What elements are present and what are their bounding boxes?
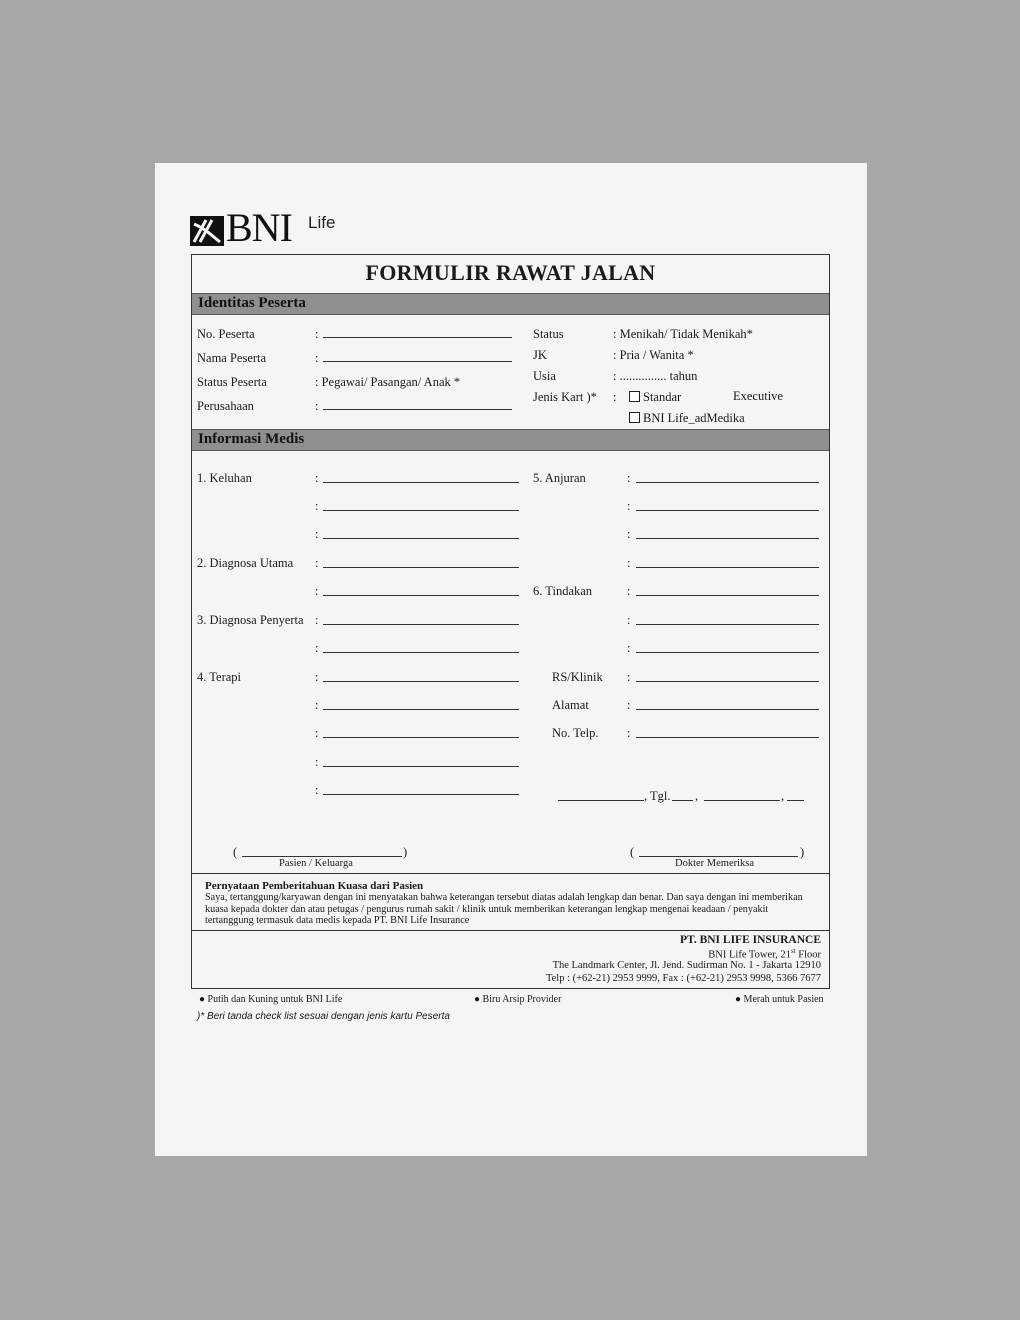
- no-telp-field[interactable]: [636, 737, 819, 738]
- keluhan-line-1[interactable]: [323, 482, 519, 483]
- logo-text: BNI: [226, 205, 292, 250]
- terapi-line-1[interactable]: [323, 681, 519, 682]
- diagnosa-penyerta-line-2[interactable]: [323, 652, 519, 653]
- colon: :: [315, 755, 319, 769]
- colon: :: [315, 351, 319, 365]
- label-pasien-keluarga: Pasien / Keluarga: [279, 858, 353, 869]
- statement-body: Saya, tertanggung/karyawan dengan ini menyatakan bahwa keterangan tersebut diatas adalah lengkap dan benar. Dan saya dengan ini memberikan kuasa kepada dokter dan atau petugas / pengurus rumah sakit / klinik untuk memberikan keterangan lengkap mengenai keadaan / penyakit tertanggung termasuk data medis kepada PT. BNI Life Insurance: [205, 892, 803, 926]
- anjuran-line-1[interactable]: [636, 482, 819, 483]
- dokter-signature-line[interactable]: [639, 856, 798, 857]
- copy-text: Putih dan Kuning untuk BNI Life: [207, 994, 343, 1005]
- bullet-icon: ●: [735, 994, 742, 1005]
- tower-floor: Floor: [795, 949, 821, 961]
- company-phone: Telp : (+62-21) 2953 9999, Fax : (+62-21) 2953 9998, 5366 7677: [545, 973, 821, 984]
- label-dokter-memeriksa: Dokter Memeriksa: [675, 858, 755, 869]
- colon: :: [315, 613, 319, 627]
- colon: :: [613, 390, 617, 404]
- tindakan-line-3[interactable]: [636, 652, 819, 653]
- label-nama-peserta: Nama Peserta: [197, 351, 267, 365]
- colon: :: [315, 327, 319, 341]
- section-medis-header: [192, 429, 829, 451]
- colon: :: [315, 527, 319, 541]
- label-no-telp: No. Telp.: [552, 726, 599, 740]
- bni-logo-mark-icon: [190, 216, 224, 246]
- label-alamat: Alamat: [552, 698, 589, 712]
- colon: :: [627, 556, 631, 570]
- jk-options[interactable]: : Pria / Wanita *: [613, 348, 694, 362]
- footnote-checklist: [197, 1011, 450, 1022]
- diagnosa-utama-line-1[interactable]: [323, 567, 519, 568]
- checkbox-icon[interactable]: [629, 391, 640, 402]
- section-title: Informasi Medis: [198, 431, 305, 447]
- label-usia: Usia: [533, 369, 556, 383]
- label-tindakan: 6. Tindakan: [533, 584, 593, 598]
- colon: :: [315, 584, 319, 598]
- colon: :: [315, 670, 319, 684]
- terapi-line-5[interactable]: [323, 794, 519, 795]
- bullet-icon: ●: [474, 994, 481, 1005]
- date-separator: ,: [781, 789, 785, 803]
- nama-peserta-field[interactable]: [323, 361, 512, 362]
- anjuran-line-4[interactable]: [636, 567, 819, 568]
- label-diagnosa-penyerta: 3. Diagnosa Penyerta: [197, 613, 304, 627]
- anjuran-line-2[interactable]: [636, 510, 819, 511]
- pasien-signature-line[interactable]: [242, 856, 402, 857]
- date-day-field[interactable]: [672, 800, 693, 801]
- colon: :: [627, 584, 631, 598]
- footnote-text: )* Beri tanda check list sesuai dengan jenis kartu Peserta: [197, 1011, 450, 1022]
- label-perusahaan: Perusahaan: [197, 399, 254, 413]
- tower-sup: st: [790, 947, 796, 955]
- no-peserta-field[interactable]: [323, 337, 512, 338]
- terapi-line-3[interactable]: [323, 737, 519, 738]
- label-diagnosa-utama: 2. Diagnosa Utama: [197, 556, 294, 570]
- colon: :: [315, 499, 319, 513]
- date-month-field[interactable]: [704, 800, 780, 801]
- date-separator: ,: [695, 789, 699, 803]
- status-options[interactable]: : Menikah/ Tidak Menikah*: [613, 327, 753, 341]
- tower-text: BNI Life Tower, 21: [708, 949, 791, 961]
- paren-close: ): [403, 845, 408, 859]
- checkbox-standar[interactable]: [629, 390, 681, 405]
- label-status-peserta: Status Peserta: [197, 375, 267, 389]
- label-jk: JK: [533, 348, 547, 362]
- status-peserta-options[interactable]: : Pegawai/ Pasangan/ Anak *: [315, 375, 461, 389]
- place-field[interactable]: [558, 800, 644, 801]
- paren-close: ): [800, 845, 805, 859]
- colon: :: [627, 527, 631, 541]
- terapi-line-4[interactable]: [323, 766, 519, 767]
- colon: :: [315, 556, 319, 570]
- label-rs-klinik: RS/Klinik: [552, 670, 603, 684]
- checkbox-admedika[interactable]: [629, 411, 745, 426]
- paren-open: (: [630, 845, 635, 859]
- copy-biru: [474, 994, 561, 1005]
- company-tower: [708, 947, 821, 961]
- colon: :: [315, 471, 319, 485]
- date-year-field[interactable]: [787, 800, 804, 801]
- copy-text: Biru Arsip Provider: [482, 994, 562, 1005]
- keluhan-line-2[interactable]: [323, 510, 519, 511]
- colon: :: [315, 399, 319, 413]
- statement-title: Pernyataan Pemberitahuan Kuasa dari Pasien: [205, 880, 424, 892]
- perusahaan-field[interactable]: [323, 409, 512, 410]
- colon: :: [627, 471, 631, 485]
- label-no-peserta: No. Peserta: [197, 327, 255, 341]
- colon: :: [315, 726, 319, 740]
- section-identitas-header: [192, 293, 829, 315]
- label-anjuran: 5. Anjuran: [533, 471, 586, 485]
- divider: [192, 930, 829, 931]
- anjuran-line-3[interactable]: [636, 538, 819, 539]
- form-title: FORMULIR RAWAT JALAN: [365, 260, 656, 285]
- copy-merah: [735, 994, 824, 1005]
- section-title: Identitas Peserta: [198, 295, 306, 311]
- colon: :: [627, 726, 631, 740]
- label-jenis-kartu: Jenis Kart )*: [533, 390, 597, 404]
- company-name: PT. BNI LIFE INSURANCE: [679, 934, 821, 946]
- colon: :: [627, 670, 631, 684]
- colon: :: [627, 499, 631, 513]
- label-keluhan: 1. Keluhan: [197, 471, 252, 485]
- divider: [192, 873, 829, 874]
- copy-text: Merah untuk Pasien: [743, 994, 824, 1005]
- copy-putih-kuning: [199, 994, 342, 1005]
- colon: :: [627, 698, 631, 712]
- colon: :: [315, 641, 319, 655]
- tindakan-line-2[interactable]: [636, 624, 819, 625]
- option-executive: Executive: [733, 389, 783, 403]
- standar-label: Standar: [643, 390, 682, 404]
- checkbox-icon[interactable]: [629, 412, 640, 423]
- tindakan-line-1[interactable]: [636, 595, 819, 596]
- usia-field[interactable]: : ............... tahun: [613, 369, 698, 383]
- label-tgl: , Tgl.: [644, 789, 671, 803]
- colon: :: [627, 613, 631, 627]
- terapi-line-2[interactable]: [323, 709, 519, 710]
- colon: :: [315, 698, 319, 712]
- rs-klinik-field[interactable]: [636, 681, 819, 682]
- company-address: The Landmark Center, Jl. Jend. Sudirman No. 1 - Jakarta 12910: [552, 960, 821, 971]
- colon: :: [315, 783, 319, 797]
- diagnosa-utama-line-2[interactable]: [323, 595, 519, 596]
- label-status: Status: [533, 327, 564, 341]
- paren-open: (: [233, 845, 238, 859]
- logo-suffix: Life: [308, 213, 336, 232]
- alamat-field[interactable]: [636, 709, 819, 710]
- colon: :: [627, 641, 631, 655]
- admedika-label: BNI Life_adMedika: [643, 411, 745, 425]
- diagnosa-penyerta-line-1[interactable]: [323, 624, 519, 625]
- bullet-icon: ●: [199, 994, 206, 1005]
- label-terapi: 4. Terapi: [197, 670, 242, 684]
- keluhan-line-3[interactable]: [323, 538, 519, 539]
